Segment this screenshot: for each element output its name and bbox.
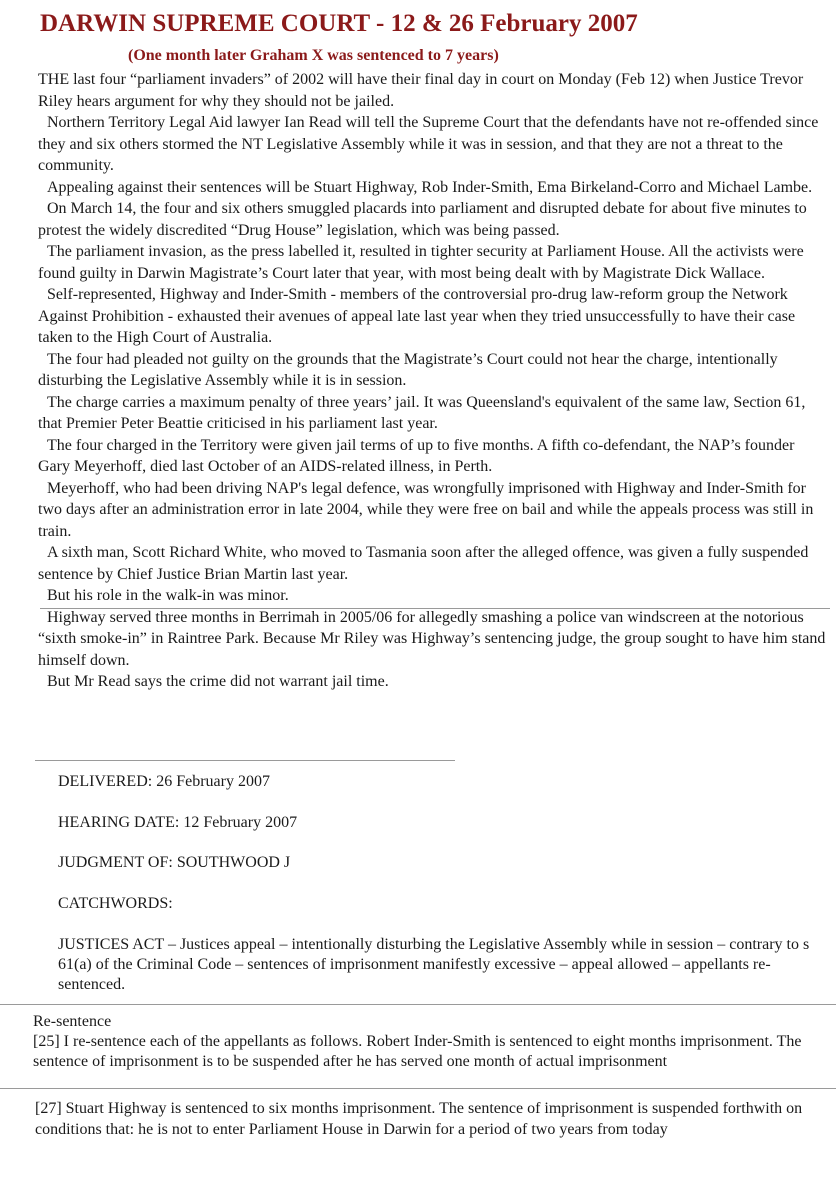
resentence-para-27-block bbox=[35, 1098, 825, 1140]
article-paragraph: Meyerhoff, who had been driving NAP's legal defence, was wrongfully imprisoned with Highway and Inder-Smith for two days after an administration error in late 2004, while they were free on bail and while the appeals process was still in train. bbox=[38, 479, 814, 540]
article-body bbox=[38, 69, 828, 693]
article-paragraph: Appealing against their sentences will be Stuart Highway, Rob Inder-Smith, Ema Birkeland-Corro and Michael Lambe. bbox=[47, 178, 813, 196]
article-paragraph: On March 14, the four and six others smuggled placards into parliament and disrupted debate for about five minutes to protest the widely discredited “Drug House” legislation, which was being passed. bbox=[38, 200, 807, 239]
article-paragraph: The charge carries a maximum penalty of three years’ jail. It was Queensland's equivalent of the same law, Section 61, that Premier Peter Beattie criticised in his parliament last year. bbox=[38, 393, 806, 432]
resentence-para-27: [27] Stuart Highway is sentenced to six months imprisonment. The sentence of imprisonment is suspended forthwith on conditions that: he is not to enter Parliament House in Darwin for a period of two years from today bbox=[35, 1100, 803, 1138]
article-paragraph: Highway served three months in Berrimah in 2005/06 for allegedly smashing a police van windscreen at the notorious “sixth smoke-in” in Raintree Park. Because Mr Riley was Highway’s sentencing judge, the group sought to have him stand himself down. bbox=[38, 608, 826, 669]
judgment-of: JUDGMENT OF: SOUTHWOOD J bbox=[58, 854, 291, 871]
catchwords-label: CATCHWORDS: bbox=[58, 895, 173, 912]
catchwords-text: JUSTICES ACT – Justices appeal – intentionally disturbing the Legislative Assembly while in session – contrary to s 61(a) of the Criminal Code – sentences of imprisonment manifestly excessive – appeal allowed – appellants re-sentenced. bbox=[58, 936, 810, 993]
resentence-section bbox=[33, 1012, 823, 1072]
section-divider bbox=[0, 1004, 836, 1005]
resentence-para-25: [25] I re-sentence each of the appellants as follows. Robert Inder-Smith is sentenced to eight months imprisonment. The sentence of imprisonment is to be suspended after he has served one month of actual imprisonment bbox=[33, 1033, 802, 1070]
article-paragraph: THE last four “parliament invaders” of 2002 will have their final day in court on Monday (Feb 12) when Justice Trevor Riley hears argument for why they should not be jailed. bbox=[38, 71, 804, 110]
page-subtitle: (One month later Graham X was sentenced to 7 years) bbox=[128, 47, 499, 64]
section-divider bbox=[40, 608, 830, 609]
article-paragraph: But Mr Read says the crime did not warrant jail time. bbox=[47, 673, 389, 690]
article-paragraph: Northern Territory Legal Aid lawyer Ian Read will tell the Supreme Court that the defendants have not re-offended since they and six others stormed the NT Legislative Assembly while it was in session, and that they are not a threat to the community. bbox=[38, 114, 819, 174]
article-paragraph: But his role in the walk-in was minor. bbox=[47, 587, 289, 604]
resentence-heading: Re-sentence bbox=[33, 1013, 112, 1030]
article-paragraph: A sixth man, Scott Richard White, who moved to Tasmania soon after the alleged offence, was given a fully suspended sentence by Chief Justice Brian Martin last year. bbox=[38, 544, 809, 583]
article-paragraph: The four charged in the Territory were given jail terms of up to five months. A fifth co-defendant, the NAP’s founder Gary Meyerhoff, died last October of an AIDS-related illness, in Perth. bbox=[38, 436, 795, 475]
section-divider bbox=[35, 760, 455, 761]
judgment-delivered: DELIVERED: 26 February 2007 bbox=[58, 773, 270, 790]
page-title: DARWIN SUPREME COURT - 12 & 26 February 2007 bbox=[40, 10, 638, 37]
article-paragraph: The parliament invasion, as the press labelled it, resulted in tighter security at Parliament House. All the activists were found guilty in Darwin Magistrate’s Court later that year, with most being dealt with by Magistrate Dick Wallace. bbox=[38, 243, 804, 282]
judgment-hearing-date: HEARING DATE: 12 February 2007 bbox=[58, 814, 298, 831]
article-paragraph: The four had pleaded not guilty on the grounds that the Magistrate’s Court could not hear the charge, intentionally disturbing the Legislative Assembly while it is in session. bbox=[38, 350, 778, 389]
section-divider bbox=[0, 1088, 836, 1089]
article-paragraph: Self-represented, Highway and Inder-Smith - members of the controversial pro-drug law-reform group the Network Against Prohibition - exhausted their avenues of appeal late last year when they tried unsuccessfully to have their case taken to the High Court of Australia. bbox=[38, 286, 796, 346]
